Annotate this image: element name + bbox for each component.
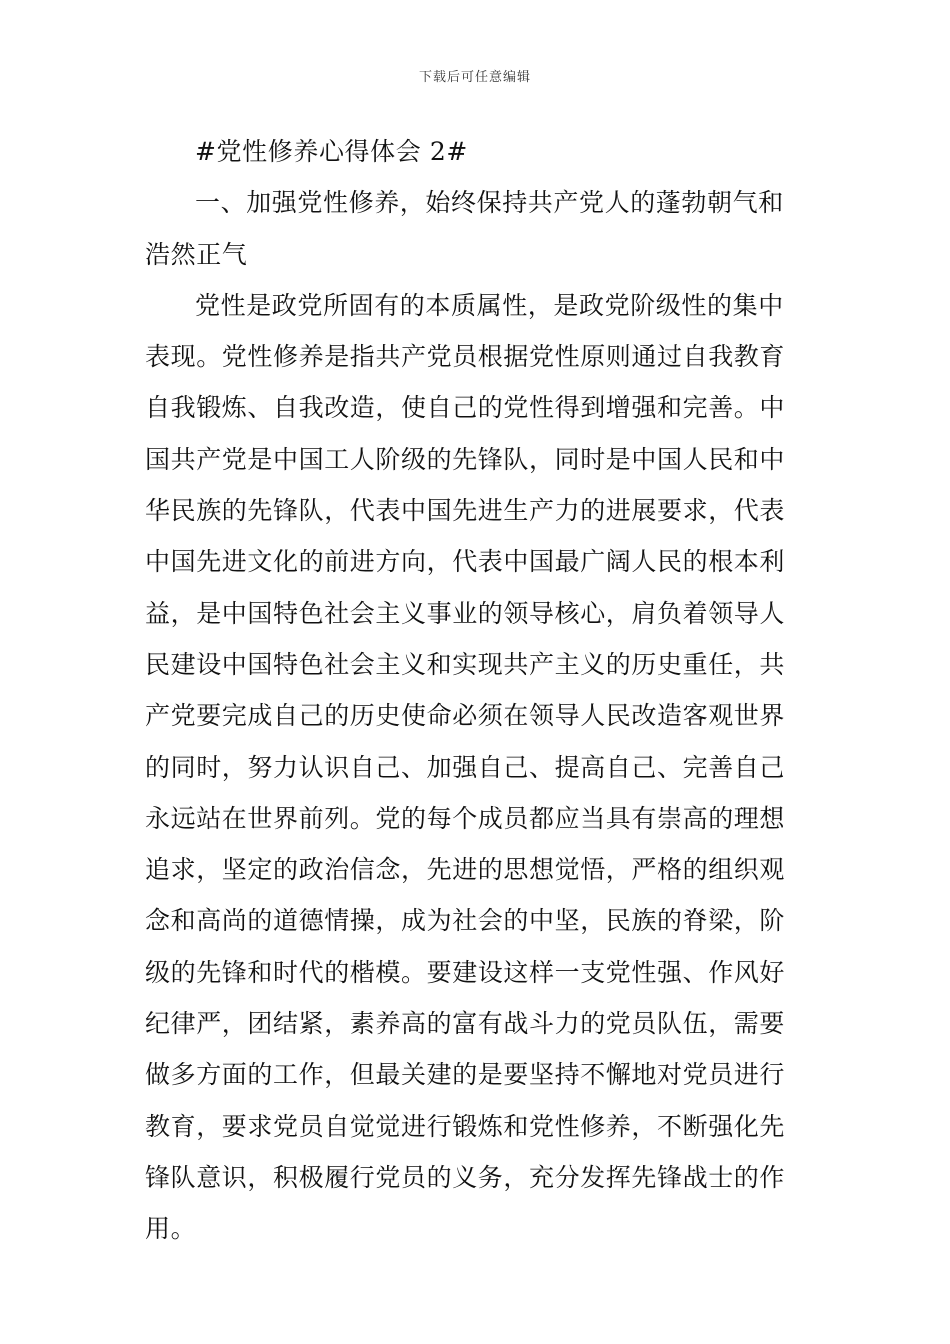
paragraph-line: 级的先锋和时代的楷模。要建设这样一支党性强、作风好 [145, 957, 786, 987]
paragraph-line: 中国先进文化的前进方向，代表中国最广阔人民的根本利 [145, 547, 786, 577]
paragraph-line: 的同时，努力认识自己、加强自己、提高自己、完善自己 [145, 752, 786, 782]
header-note: 下载后可任意编辑 [418, 70, 531, 85]
heading-line-2: 浩然正气 [145, 239, 248, 269]
document-body [145, 126, 807, 1255]
paragraph-line: 追求，坚定的政治信念，先进的思想觉悟，严格的组织观 [145, 855, 786, 885]
title-line: #党性修养心得体会 2# [195, 137, 468, 166]
paragraph-line: 做多方面的工作，但最关建的是要坚持不懈地对党员进行 [145, 1060, 786, 1090]
paragraph-line: 教育，要求党员自觉觉进行锻炼和党性修养，不断强化先 [145, 1111, 786, 1141]
paragraph-line: 念和高尚的道德情操，成为社会的中坚，民族的脊梁，阶 [145, 906, 786, 936]
paragraph-line: 用。 [145, 1214, 197, 1244]
section-heading [145, 177, 807, 280]
paragraph-line: 产党要完成自己的历史使命必须在领导人民改造客观世界 [145, 701, 786, 731]
paragraph-line: 民建设中国特色社会主义和实现共产主义的历史重任，共 [145, 649, 786, 679]
paragraph-line: 纪律严，团结紧，素养高的富有战斗力的党员队伍，需要 [145, 1009, 786, 1039]
body-paragraph [145, 280, 807, 1255]
document-title [145, 126, 807, 177]
paragraph-line: 永远站在世界前列。党的每个成员都应当具有崇高的理想 [145, 803, 786, 833]
paragraph-line: 表现。党性修养是指共产党员根据党性原则通过自我教育 [145, 342, 786, 372]
paragraph-line: 锋队意识，积极履行党员的义务，充分发挥先锋战士的作 [145, 1162, 786, 1192]
paragraph-line: 党性是政党所固有的本质属性，是政党阶级性的集中 [195, 290, 784, 320]
paragraph-line: 自我锻炼、自我改造，使自己的党性得到增强和完善。中 [145, 393, 786, 423]
heading-line-1: 一、加强党性修养，始终保持共产党人的蓬勃朝气和 [195, 188, 784, 218]
paragraph-line: 益，是中国特色社会主义事业的领导核心，肩负着领导人 [145, 598, 786, 628]
paragraph-line: 国共产党是中国工人阶级的先锋队，同时是中国人民和中 [145, 444, 786, 474]
paragraph-line: 华民族的先锋队，代表中国先进生产力的进展要求，代表 [145, 496, 786, 526]
